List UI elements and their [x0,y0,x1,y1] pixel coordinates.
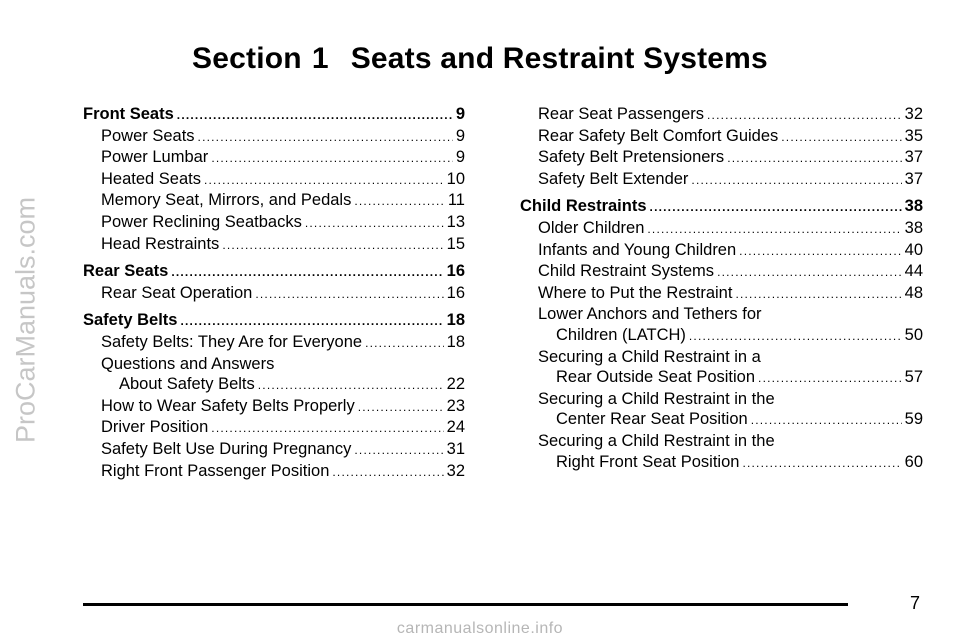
page-ref: 16 [446,283,465,302]
toc-entry-questions-answers[interactable]: Questions and Answers [101,354,275,373]
page-ref: 23 [446,396,465,415]
page-ref: 22 [446,375,465,394]
toc-entry-rightfront-line2[interactable]: Right Front Seat Position ..... 60 [520,452,923,474]
page-ref: 48 [904,283,923,302]
page-ref: 32 [446,461,465,480]
toc-entry-child-restraints[interactable]: Child Restraints ..... 38 [520,196,923,218]
section-word: Section [192,42,302,75]
page-ref: 35 [904,126,923,145]
footer-rule [83,603,848,606]
page-ref: 10 [446,169,465,188]
page-ref: 9 [455,126,465,145]
toc-entry-memory-seat[interactable]: Memory Seat, Mirrors, and Pedals ..... 11 [83,190,465,212]
toc-entry-outside-line2[interactable]: Rear Outside Seat Position ..... 57 [520,367,923,389]
toc-entry-pretensioners[interactable]: Safety Belt Pretensioners ..... 37 [520,147,923,169]
toc-entry-power-lumbar[interactable]: Power Lumbar ..... 9 [83,147,465,169]
page-ref: 59 [904,410,923,429]
toc-entry-rear-seat-passengers[interactable]: Rear Seat Passengers ..... 32 [520,104,923,126]
toc-left-column [83,104,465,482]
toc-entry-rear-seat-operation[interactable]: Rear Seat Operation ..... 16 [83,283,465,305]
toc-entry-safety-belts-everyone[interactable]: Safety Belts: They Are for Everyone ..... 18 [83,332,465,354]
page-ref: 38 [904,197,923,216]
section-number: 1 [311,42,329,75]
toc-entry-rightfront-line1[interactable]: Securing a Child Restraint in the [538,431,775,450]
page-ref: 38 [904,218,923,237]
side-watermark [8,150,44,490]
toc-entry-right-front-passenger[interactable]: Right Front Passenger Position ..... 32 [83,461,465,483]
section-title: Seats and Restraint Systems [350,42,768,75]
page-ref: 32 [904,105,923,123]
page-ref: 40 [904,240,923,259]
page-ref: 50 [904,325,923,344]
toc-entry-comfort-guides[interactable]: Rear Safety Belt Comfort Guides ..... 35 [520,126,923,148]
toc-entry-latch-line1[interactable]: Lower Anchors and Tethers for [538,305,762,324]
toc-right-column [520,104,923,473]
page-ref: 24 [446,418,465,437]
page-ref: 60 [904,452,923,471]
toc-entry-driver-position[interactable]: Driver Position ..... 24 [83,417,465,439]
toc-entry-pregnancy[interactable]: Safety Belt Use During Pregnancy ..... 31 [83,439,465,461]
bottom-watermark: carmanualsonline.info [396,620,564,637]
toc-entry-rear-seats[interactable]: Rear Seats ..... 16 [83,261,465,283]
toc-entry-latch-line2[interactable]: Children (LATCH) ..... 50 [520,325,923,347]
toc-entry-heated-seats[interactable]: Heated Seats ..... 10 [83,169,465,191]
toc-entry-infants[interactable]: Infants and Young Children ..... 40 [520,240,923,262]
page-ref: 11 [447,191,465,210]
page-ref: 18 [446,311,465,330]
page-ref: 57 [904,368,923,387]
page-ref: 31 [446,439,465,458]
toc-entry-where-to-put[interactable]: Where to Put the Restraint ..... 48 [520,283,923,305]
toc-entry-safety-belts[interactable]: Safety Belts ..... 18 [83,310,465,332]
toc-entry-power-seats[interactable]: Power Seats ..... 9 [83,126,465,148]
page-ref: 13 [446,212,465,231]
page-ref: 9 [455,105,465,123]
toc-entry-extender[interactable]: Safety Belt Extender ..... 37 [520,169,923,191]
toc-entry-head-restraints[interactable]: Head Restraints ..... 15 [83,234,465,256]
page-ref: 44 [904,262,923,281]
toc-entry-how-to-wear[interactable]: How to Wear Safety Belts Properly ..... 23 [83,396,465,418]
page-ref: 37 [904,148,923,167]
page-ref: 37 [904,169,923,188]
toc-entry-child-restraint-systems[interactable]: Child Restraint Systems ..... 44 [520,261,923,283]
page-ref: 16 [446,262,465,281]
toc-entry-center-line2[interactable]: Center Rear Seat Position ..... 59 [520,409,923,431]
side-watermark-text: ProCarManuals.com [10,196,41,444]
toc-entry-front-seats[interactable]: Front Seats ..... 9 [83,104,465,126]
toc-entry-older-children[interactable]: Older Children ..... 38 [520,218,923,240]
toc-entry-center-line1[interactable]: Securing a Child Restraint in the [538,389,775,408]
toc-entry-power-reclining[interactable]: Power Reclining Seatbacks ..... 13 [83,212,465,234]
page-ref: 15 [446,234,465,253]
page-number: 7 [910,593,921,613]
toc-entry-outside-line1[interactable]: Securing a Child Restraint in a [538,347,761,366]
page-ref: 18 [446,332,465,351]
toc-entry-about-safety-belts[interactable]: About Safety Belts ..... 22 [83,374,465,396]
section-header [0,42,960,76]
page-ref: 9 [455,148,465,167]
